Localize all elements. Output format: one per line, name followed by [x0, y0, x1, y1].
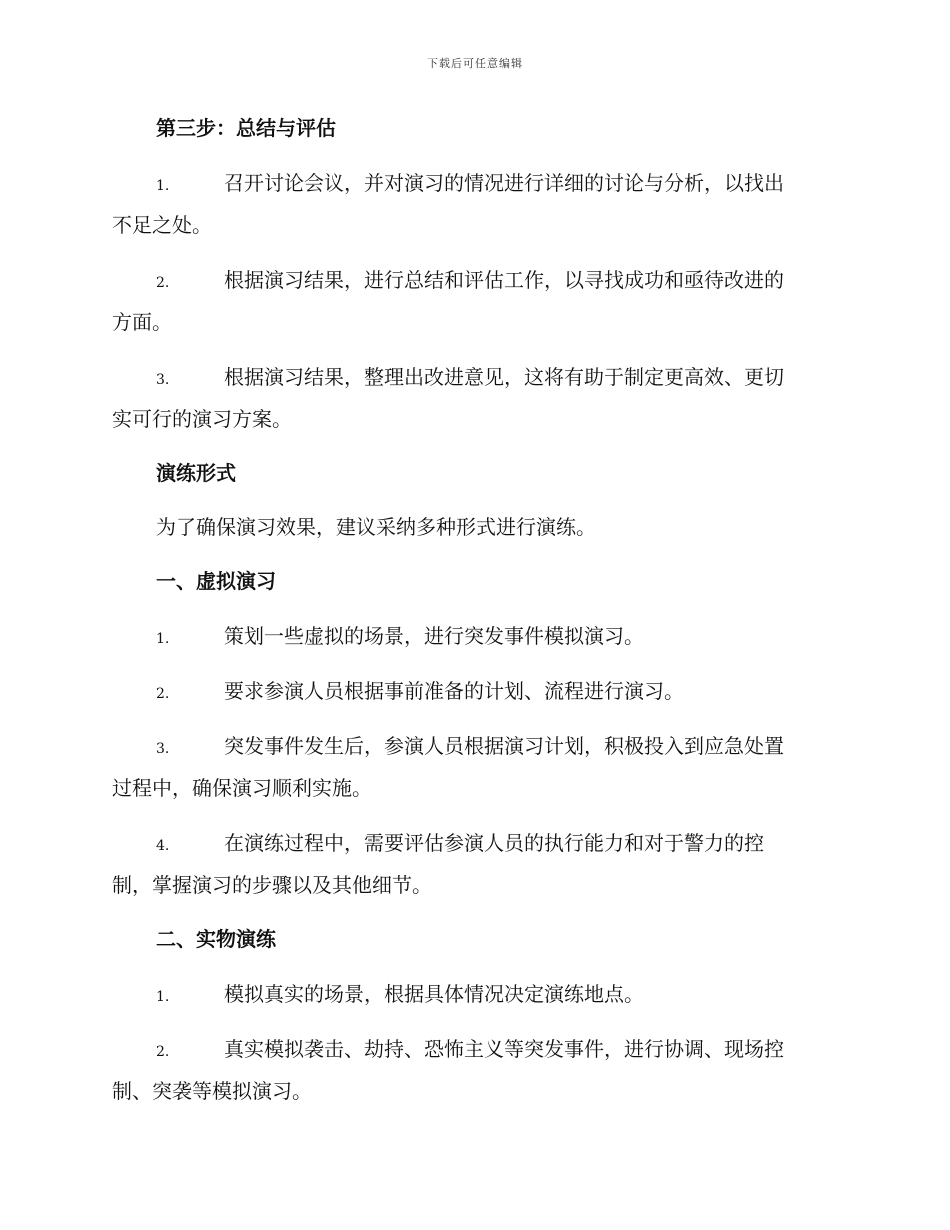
list-text-continuation: 方面。	[112, 310, 172, 334]
list-text: 策划一些虚拟的场景，进行突发事件模拟演习。	[224, 624, 644, 648]
document-body	[112, 108, 838, 1125]
list-text-continuation: 制、突袭等模拟演习。	[112, 1079, 312, 1103]
list-text: 要求参演人员根据事前准备的计划、流程进行演习。	[224, 679, 684, 703]
list-item	[112, 725, 838, 809]
list-text: 模拟真实的场景，根据具体情况决定演练地点。	[224, 982, 644, 1006]
list-text-continuation: 实可行的演习方案。	[112, 407, 292, 431]
list-number: 1.	[156, 178, 170, 194]
list-text-continuation: 制，掌握演习的步骤以及其他细节。	[112, 873, 432, 897]
list-item	[112, 259, 838, 343]
list-number: 3.	[156, 741, 170, 757]
section-heading: 演练形式	[156, 461, 236, 485]
list-text: 真实模拟袭击、劫持、恐怖主义等突发事件，进行协调、现场控	[224, 1037, 784, 1061]
list-item	[112, 670, 838, 712]
paragraph: 为了确保演习效果，建议采纳多种形式进行演练。	[156, 515, 596, 539]
list-item	[112, 162, 838, 246]
section-heading: 一、虚拟演习	[156, 569, 276, 593]
list-number: 2.	[156, 275, 170, 291]
list-text: 突发事件发生后，参演人员根据演习计划，积极投入到应急处置	[224, 734, 784, 758]
list-text: 根据演习结果，进行总结和评估工作，以寻找成功和亟待改进的	[224, 268, 784, 292]
list-item	[112, 1028, 838, 1112]
list-item	[112, 973, 838, 1015]
list-text: 召开讨论会议，并对演习的情况进行详细的讨论与分析，以找出	[224, 171, 784, 195]
list-text: 在演练过程中，需要评估参演人员的执行能力和对于警力的控	[224, 831, 764, 855]
list-number: 1.	[156, 631, 170, 647]
list-number: 2.	[156, 1044, 170, 1060]
list-number: 3.	[156, 372, 170, 388]
list-text: 根据演习结果，整理出改进意见，这将有助于制定更高效、更切	[224, 365, 784, 389]
section-heading: 二、实物演练	[156, 927, 276, 951]
list-text-continuation: 不足之处。	[112, 213, 212, 237]
page-header: 下载后可任意编辑	[427, 57, 523, 70]
section-heading: 第三步：总结与评估	[156, 116, 336, 140]
list-item	[112, 615, 838, 657]
list-item	[112, 822, 838, 906]
list-text-continuation: 过程中，确保演习顺利实施。	[112, 776, 372, 800]
list-number: 4.	[156, 838, 170, 854]
list-number: 2.	[156, 686, 170, 702]
list-item	[112, 356, 838, 440]
list-number: 1.	[156, 989, 170, 1005]
